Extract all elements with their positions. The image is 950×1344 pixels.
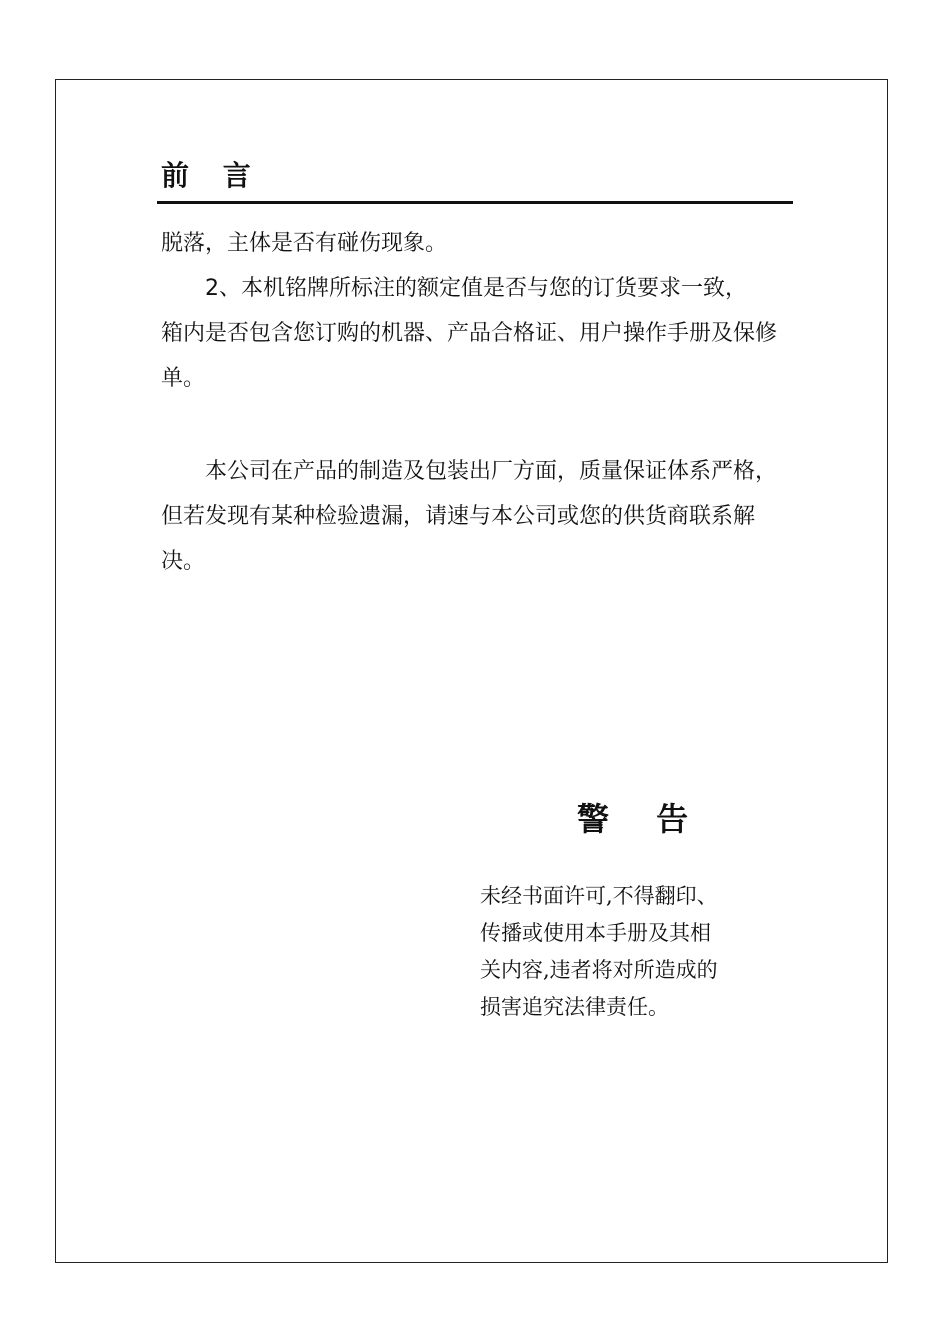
body-line-continuation: 脱落，主体是否有碰伤现象。 xyxy=(161,231,448,256)
warning-line-4: 损害追究法律责任。 xyxy=(480,995,669,1019)
body-paragraph-checklist xyxy=(161,221,793,401)
warning-line-1: 未经书面许可,不得翻印、 xyxy=(480,884,718,908)
body-paragraph-quality xyxy=(161,449,793,584)
warning-line-2: 传播或使用本手册及其相 xyxy=(480,921,711,945)
warning-line-3: 关内容,违者将对所造成的 xyxy=(480,958,718,982)
section-title: 前 言 xyxy=(161,159,263,192)
body-item-2-first-line: 2、本机铭牌所标注的额定值是否与您的订货要求一致， xyxy=(205,276,747,301)
warning-text xyxy=(480,878,770,1026)
title-rule xyxy=(157,201,793,204)
body-item-2-rest: 箱内是否包含您订购的机器、产品合格证、用户操作手册及保修单。 xyxy=(161,321,778,391)
quality-text: 本公司在产品的制造及包装出厂方面，质量保证体系严格，但若发现有某种检验遗漏，请速与本公司或您的供货商联系解决。 xyxy=(161,459,778,574)
warning-title: 警 告 xyxy=(577,800,707,838)
